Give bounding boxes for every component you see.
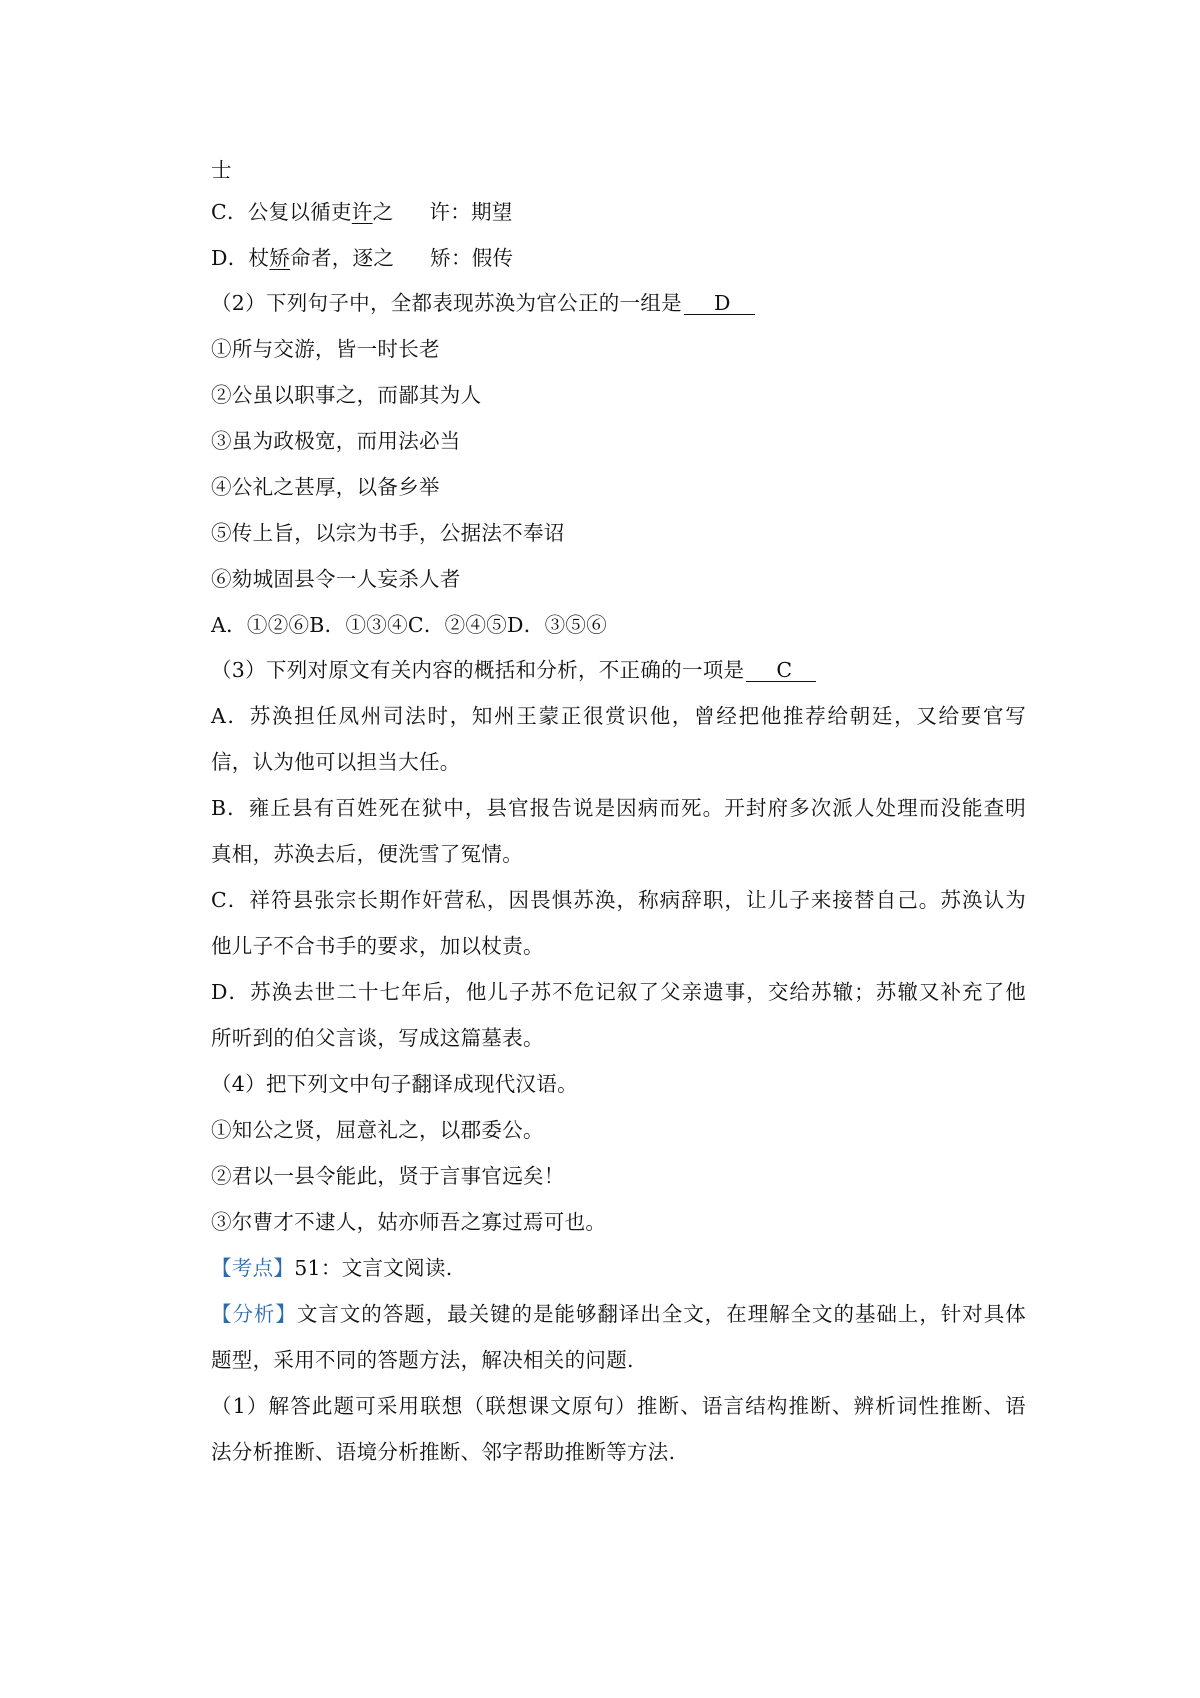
question-2-text: （2）下列句子中，全都表现苏涣为官公正的一组是 — [211, 291, 682, 315]
fenxi-line-2: 题型，采用不同的答题方法，解决相关的问题. — [211, 1348, 634, 1372]
q2-item-4: ④公礼之甚厚，以备乡举 — [211, 475, 440, 499]
kaodian-tag: 【考点】 — [211, 1256, 295, 1280]
question-3 — [211, 656, 816, 684]
q2-item-3: ③虽为政极宽，而用法必当 — [211, 429, 461, 453]
option-c-prefix: C．公复以循吏 — [211, 200, 352, 224]
q3-option-b-line-1: B．雍丘县有百姓死在狱中，县官报告说是因病而死。开封府多次派人处理而没能查明 — [211, 796, 1026, 820]
q2-options: A．①②⑥B．①③④C．②④⑤D．③⑤⑥ — [211, 613, 607, 637]
question-2 — [211, 289, 755, 317]
option-c-gloss: 许：期望 — [429, 200, 513, 224]
option-d — [211, 244, 513, 272]
fenxi-text-1: 文言文的答题，最关键的是能够翻译出全文，在理解全文的基础上，针对具体 — [296, 1302, 1026, 1326]
fenxi-line-1 — [211, 1300, 1026, 1328]
q4-sentence-1: ①知公之贤，屈意礼之，以郡委公。 — [211, 1118, 544, 1142]
q4-sentence-3: ③尔曹才不逮人，姑亦师吾之寡过焉可也。 — [211, 1210, 607, 1234]
q3-option-c-line-1: C．祥符县张宗长期作奸营私，因畏惧苏涣，称病辞职，让儿子来接替自己。苏涣认为 — [211, 888, 1026, 912]
question-4: （4）把下列文中句子翻译成现代汉语。 — [211, 1072, 578, 1096]
question-3-text: （3）下列对原文有关内容的概括和分析，不正确的一项是 — [211, 658, 745, 682]
option-c — [211, 198, 513, 226]
q3-option-d-line-2: 所听到的伯父言谈，写成这篇墓表。 — [211, 1026, 544, 1050]
q3-option-c-line-2: 他儿子不合书手的要求，加以杖责。 — [211, 934, 544, 958]
q3-option-a-line-2: 信，认为他可以担当大任。 — [211, 750, 461, 774]
q3-option-d-line-1: D．苏涣去世二十七年后，他儿子苏不危记叙了父亲遗事，交给苏辙；苏辙又补充了他 — [211, 980, 1026, 1004]
q2-item-6: ⑥劾城固县令一人妄杀人者 — [211, 567, 461, 591]
option-d-prefix: D．杖 — [211, 246, 270, 270]
option-c-suffix: 之 — [372, 200, 394, 224]
q4-sentence-2: ②君以一县令能此，贤于言事官远矣！ — [211, 1164, 565, 1188]
question-2-answer: D — [684, 292, 755, 315]
continuation-line: 士 — [211, 158, 232, 182]
q3-option-b-line-2: 真相，苏涣去后，便洗雪了冤情。 — [211, 842, 523, 866]
q2-item-1: ①所与交游，皆一时长老 — [211, 337, 440, 361]
question-3-answer: C — [746, 659, 816, 682]
kaodian-text: 51：文言文阅读. — [294, 1256, 453, 1280]
answer-1-line-2: 法分析推断、语境分析推断、邻字帮助推断等方法. — [211, 1440, 676, 1464]
q2-item-5: ⑤传上旨，以宗为书手，公据法不奉诏 — [211, 521, 565, 545]
kaodian-line — [211, 1254, 453, 1282]
q3-option-a-line-1: A．苏涣担任凤州司法时，知州王蒙正很赏识他，曾经把他推荐给朝廷，又给要官写 — [211, 704, 1026, 728]
option-d-suffix: 命者，逐之 — [290, 246, 395, 270]
option-d-gloss: 矫：假传 — [430, 246, 514, 270]
answer-1-line-1: （1）解答此题可采用联想（联想课文原句）推断、语言结构推断、辨析词性推断、语 — [211, 1394, 1026, 1418]
option-c-underlined-char: 许 — [351, 200, 373, 224]
fenxi-tag: 【分析】 — [211, 1302, 297, 1326]
q2-item-2: ②公虽以职事之，而鄙其为人 — [211, 383, 482, 407]
option-d-underlined-char: 矫 — [269, 246, 291, 270]
